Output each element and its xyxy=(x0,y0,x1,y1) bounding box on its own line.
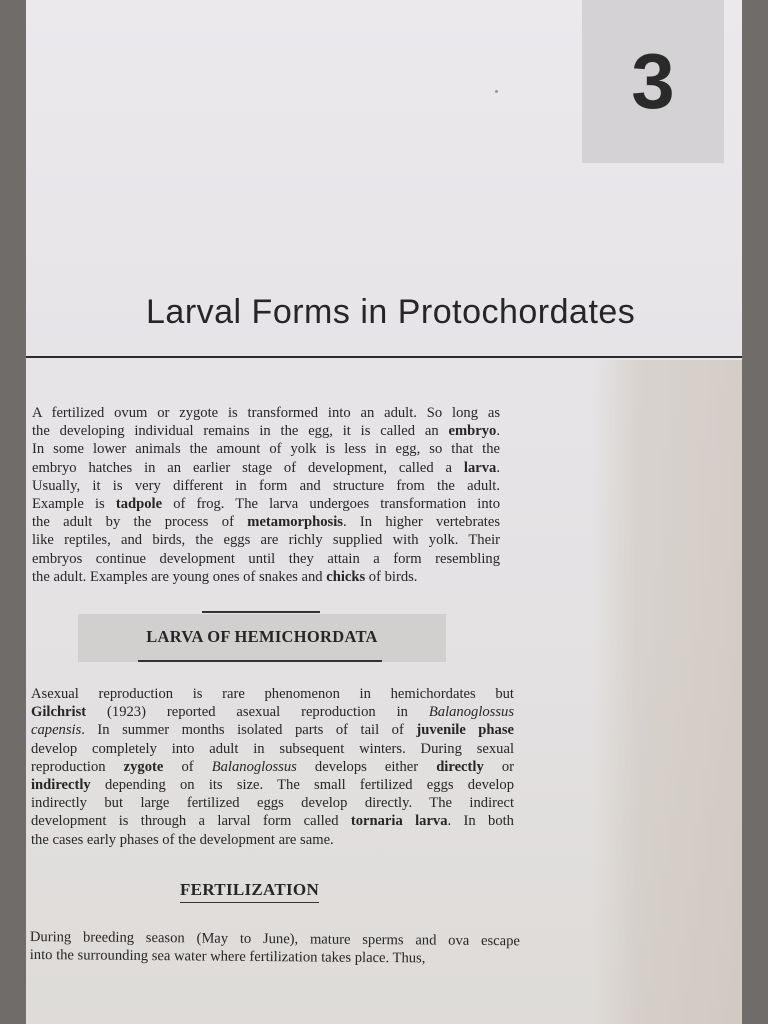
hemichordata-paragraph xyxy=(31,685,514,849)
text-line: Usually, it is very different in form and structure from the adult. xyxy=(32,477,500,494)
bold-term: zygote xyxy=(123,758,164,775)
bold-term: juvenile phase xyxy=(416,722,514,739)
italic-term: Balanoglossus xyxy=(428,704,514,721)
text-line: embryos continue development until they attain a form resembling xyxy=(32,550,500,567)
bold-term: directly xyxy=(436,758,484,775)
sub-heading: FERTILIZATION xyxy=(180,880,319,903)
title-divider xyxy=(26,356,742,358)
text-line: Example is tadpole of frog. The larva undergoes transformation into xyxy=(32,496,500,513)
text-line: indirectly depending on its size. The small fertilized eggs develop xyxy=(31,777,514,794)
text-line: embryo hatches in an earlier stage of development, called a larva. xyxy=(32,459,500,476)
chapter-title: Larval Forms in Protochordates xyxy=(146,293,636,331)
text-line: Gilchrist (1923) reported asexual reproduction in Balanoglossus xyxy=(31,704,514,721)
italic-term: capensis xyxy=(31,722,82,739)
page-shadow xyxy=(592,360,742,1024)
italic-term: Balanoglossus xyxy=(211,758,297,775)
bold-term: chicks xyxy=(326,568,366,585)
text-line: develop completely into adult in subsequent winters. During sexual xyxy=(31,740,514,757)
text-line: the adult by the process of metamorphosis. In higher vertebrates xyxy=(32,514,501,531)
bold-term: tadpole xyxy=(115,496,163,513)
chapter-number-box xyxy=(582,0,724,163)
chapter-number: 3 xyxy=(631,37,675,125)
bold-term: metamorphosis xyxy=(247,514,343,531)
bold-term: embryo xyxy=(448,423,497,440)
text-line: the adult. Examples are young ones of snakes and chicks of birds. xyxy=(32,568,418,585)
section-heading: LARVA OF HEMICHORDATA xyxy=(146,627,378,646)
text-line: Asexual reproduction is rare phenomenon in hemichordates but xyxy=(31,686,514,702)
text-line: capensis. In summer months isolated parts of tail of juvenile phase xyxy=(31,722,514,739)
text-line: development is through a larval form called tornaria larva. In both xyxy=(31,813,514,830)
text-line: like reptiles, and birds, the eggs are richly supplied with yolk. Their xyxy=(32,532,500,549)
paper-speck xyxy=(495,90,498,93)
section-heading-rule-bottom xyxy=(138,660,382,662)
text-line: A fertilized ovum or zygote is transformed into an adult. So long as xyxy=(32,405,500,421)
bold-term: indirectly xyxy=(31,777,91,794)
section-heading-rule-top xyxy=(202,611,320,613)
intro-paragraph xyxy=(32,404,500,586)
book-page xyxy=(26,0,742,1024)
bold-term: Gilchrist xyxy=(31,704,87,721)
text-line: reproduction zygote of Balanoglossus develops either directly or xyxy=(31,758,514,775)
fertilization-paragraph xyxy=(30,928,520,969)
text-line: the cases early phases of the development are same. xyxy=(31,831,334,848)
text-line: indirectly but large fertilized eggs develop directly. The indirect xyxy=(31,795,514,812)
text-line: In some lower animals the amount of yolk is less in egg, so that the xyxy=(32,441,500,458)
text-line: During breeding season (May to June), mature sperms and ova escape xyxy=(29,928,520,950)
text-line: into the surrounding sea water where fertilization takes place. Thus, xyxy=(29,947,426,967)
bold-term: tornaria larva xyxy=(350,813,448,830)
text-line: the developing individual remains in the egg, it is called an embryo. xyxy=(32,423,500,440)
bold-term: larva xyxy=(463,459,497,476)
